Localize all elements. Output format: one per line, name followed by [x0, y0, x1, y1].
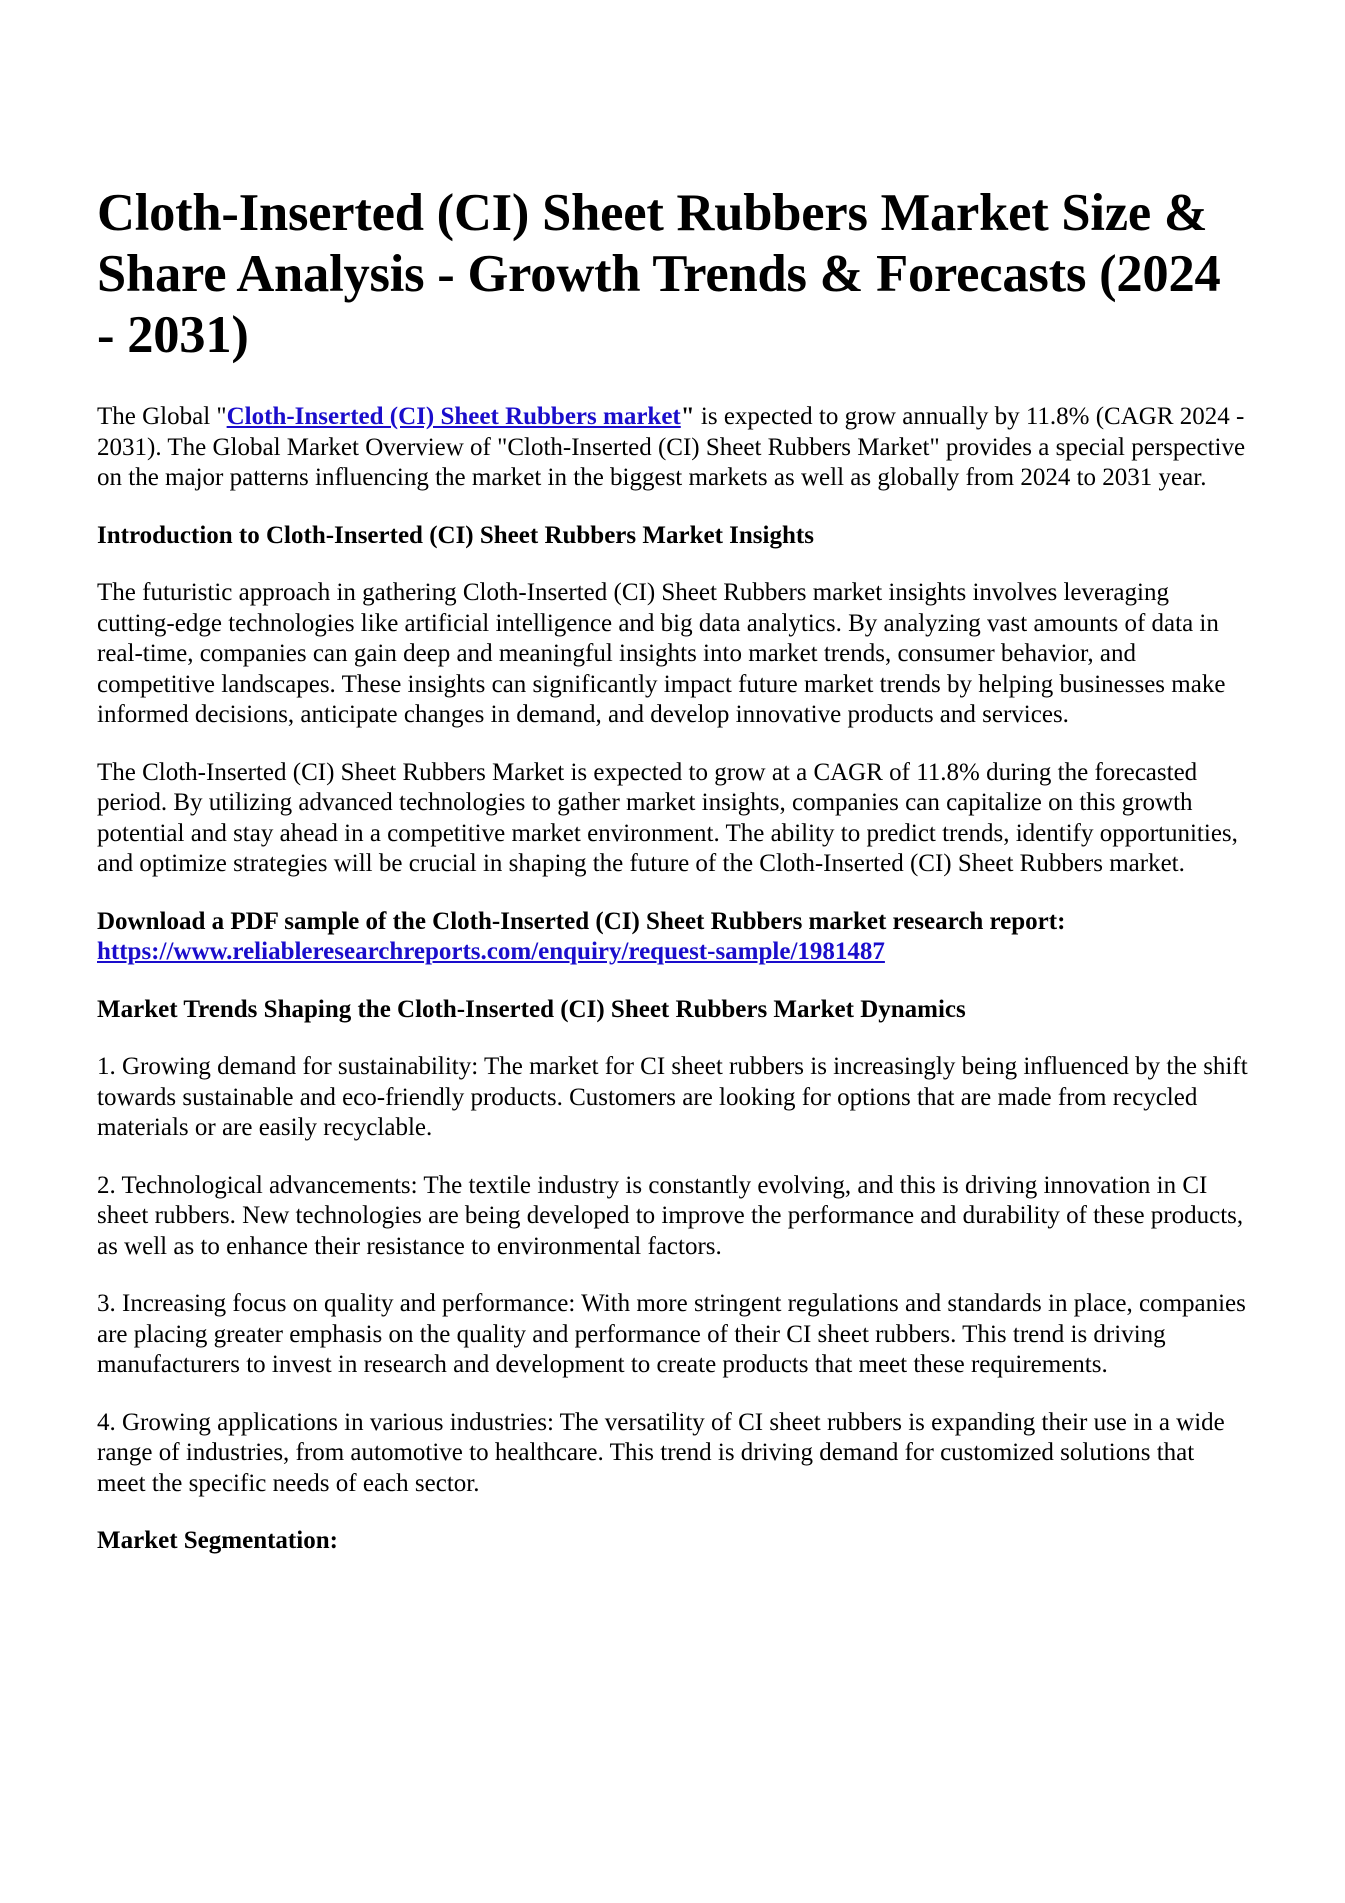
section-heading-market-segmentation: Market Segmentation:: [97, 1527, 338, 1554]
page-title: Cloth-Inserted (CI) Sheet Rubbers Market Size & Share Analysis - Growth Trends & Forecasts (2024 - 2031): [97, 184, 1221, 364]
market-link[interactable]: Cloth-Inserted (CI) Sheet Rubbers market: [226, 403, 681, 430]
trend-item-2: 2. Technological advancements: The textile industry is constantly evolving, and this is driving innovation in CI sheet rubbers. New technologies are being developed to improve the performance and durability of these products, as well as to enhance their resistance to environmental factors.: [97, 1171, 1244, 1260]
section-heading-market-trends: Market Trends Shaping the Cloth-Inserted (CI) Sheet Rubbers Market Dynamics: [97, 995, 966, 1023]
section-heading-introduction: Introduction to Cloth-Inserted (CI) Sheet Rubbers Market Insights: [97, 521, 814, 549]
download-sample-link[interactable]: https://www.reliableresearchreports.com/enquiry/request-sample/1981487: [97, 938, 885, 965]
intro-suffix: is expected to grow annually by 11.8% (CAGR 2024 - 2031). The Global Market Overview of "Cloth-Inserted (CI) Sheet Rubbers Market" provides a special perspective on the major patterns influencing the market in the biggest markets as well as globally from 2024 to 2031 year.: [97, 403, 1246, 491]
trend-item-4: 4. Growing applications in various industries: The versatility of CI sheet rubbers is expanding their use in a wide range of industries, from automotive to healthcare. This trend is driving demand for customized solutions that meet the specific needs of each sector.: [97, 1408, 1225, 1497]
intro-body-paragraph-2: The Cloth-Inserted (CI) Sheet Rubbers Market is expected to grow at a CAGR of 11.8% during the forecasted period. By utilizing advanced technologies to gather market insights, companies can capitalize on this growth potential and stay ahead in a competitive market environment. The ability to predict trends, identify opportunities, and optimize strategies will be crucial in shaping the future of the Cloth-Inserted (CI) Sheet Rubbers market.: [97, 758, 1238, 877]
intro-body-paragraph-1: The futuristic approach in gathering Cloth-Inserted (CI) Sheet Rubbers market insights involves leveraging cutting-edge technologies like artificial intelligence and big data analytics. By analyzing vast amounts of data in real-time, companies can gain deep and meaningful insights into market trends, consumer behavior, and competitive landscapes. These insights can significantly impact future market trends by helping businesses make informed decisions, anticipate changes in demand, and develop innovative products and services.: [97, 579, 1226, 728]
trend-item-1: 1. Growing demand for sustainability: The market for CI sheet rubbers is increasingly being influenced by the shift towards sustainable and eco-friendly products. Customers are looking for options that are made from recycled materials or are easily recyclable.: [97, 1053, 1248, 1141]
download-sample-label: Download a PDF sample of the Cloth-Inserted (CI) Sheet Rubbers market research report:: [97, 907, 1066, 935]
intro-prefix: The Global ": [97, 403, 227, 430]
intro-close-quote: ": [680, 403, 695, 430]
intro-paragraph: [97, 402, 1249, 494]
download-sample-block: [97, 907, 1249, 968]
trend-item-3: 3. Increasing focus on quality and performance: With more stringent regulations and standards in place, companies are placing greater emphasis on the quality and performance of their CI sheet rubbers. This trend is driving manufacturers to invest in research and development to create products that meet these requirements.: [97, 1290, 1246, 1378]
